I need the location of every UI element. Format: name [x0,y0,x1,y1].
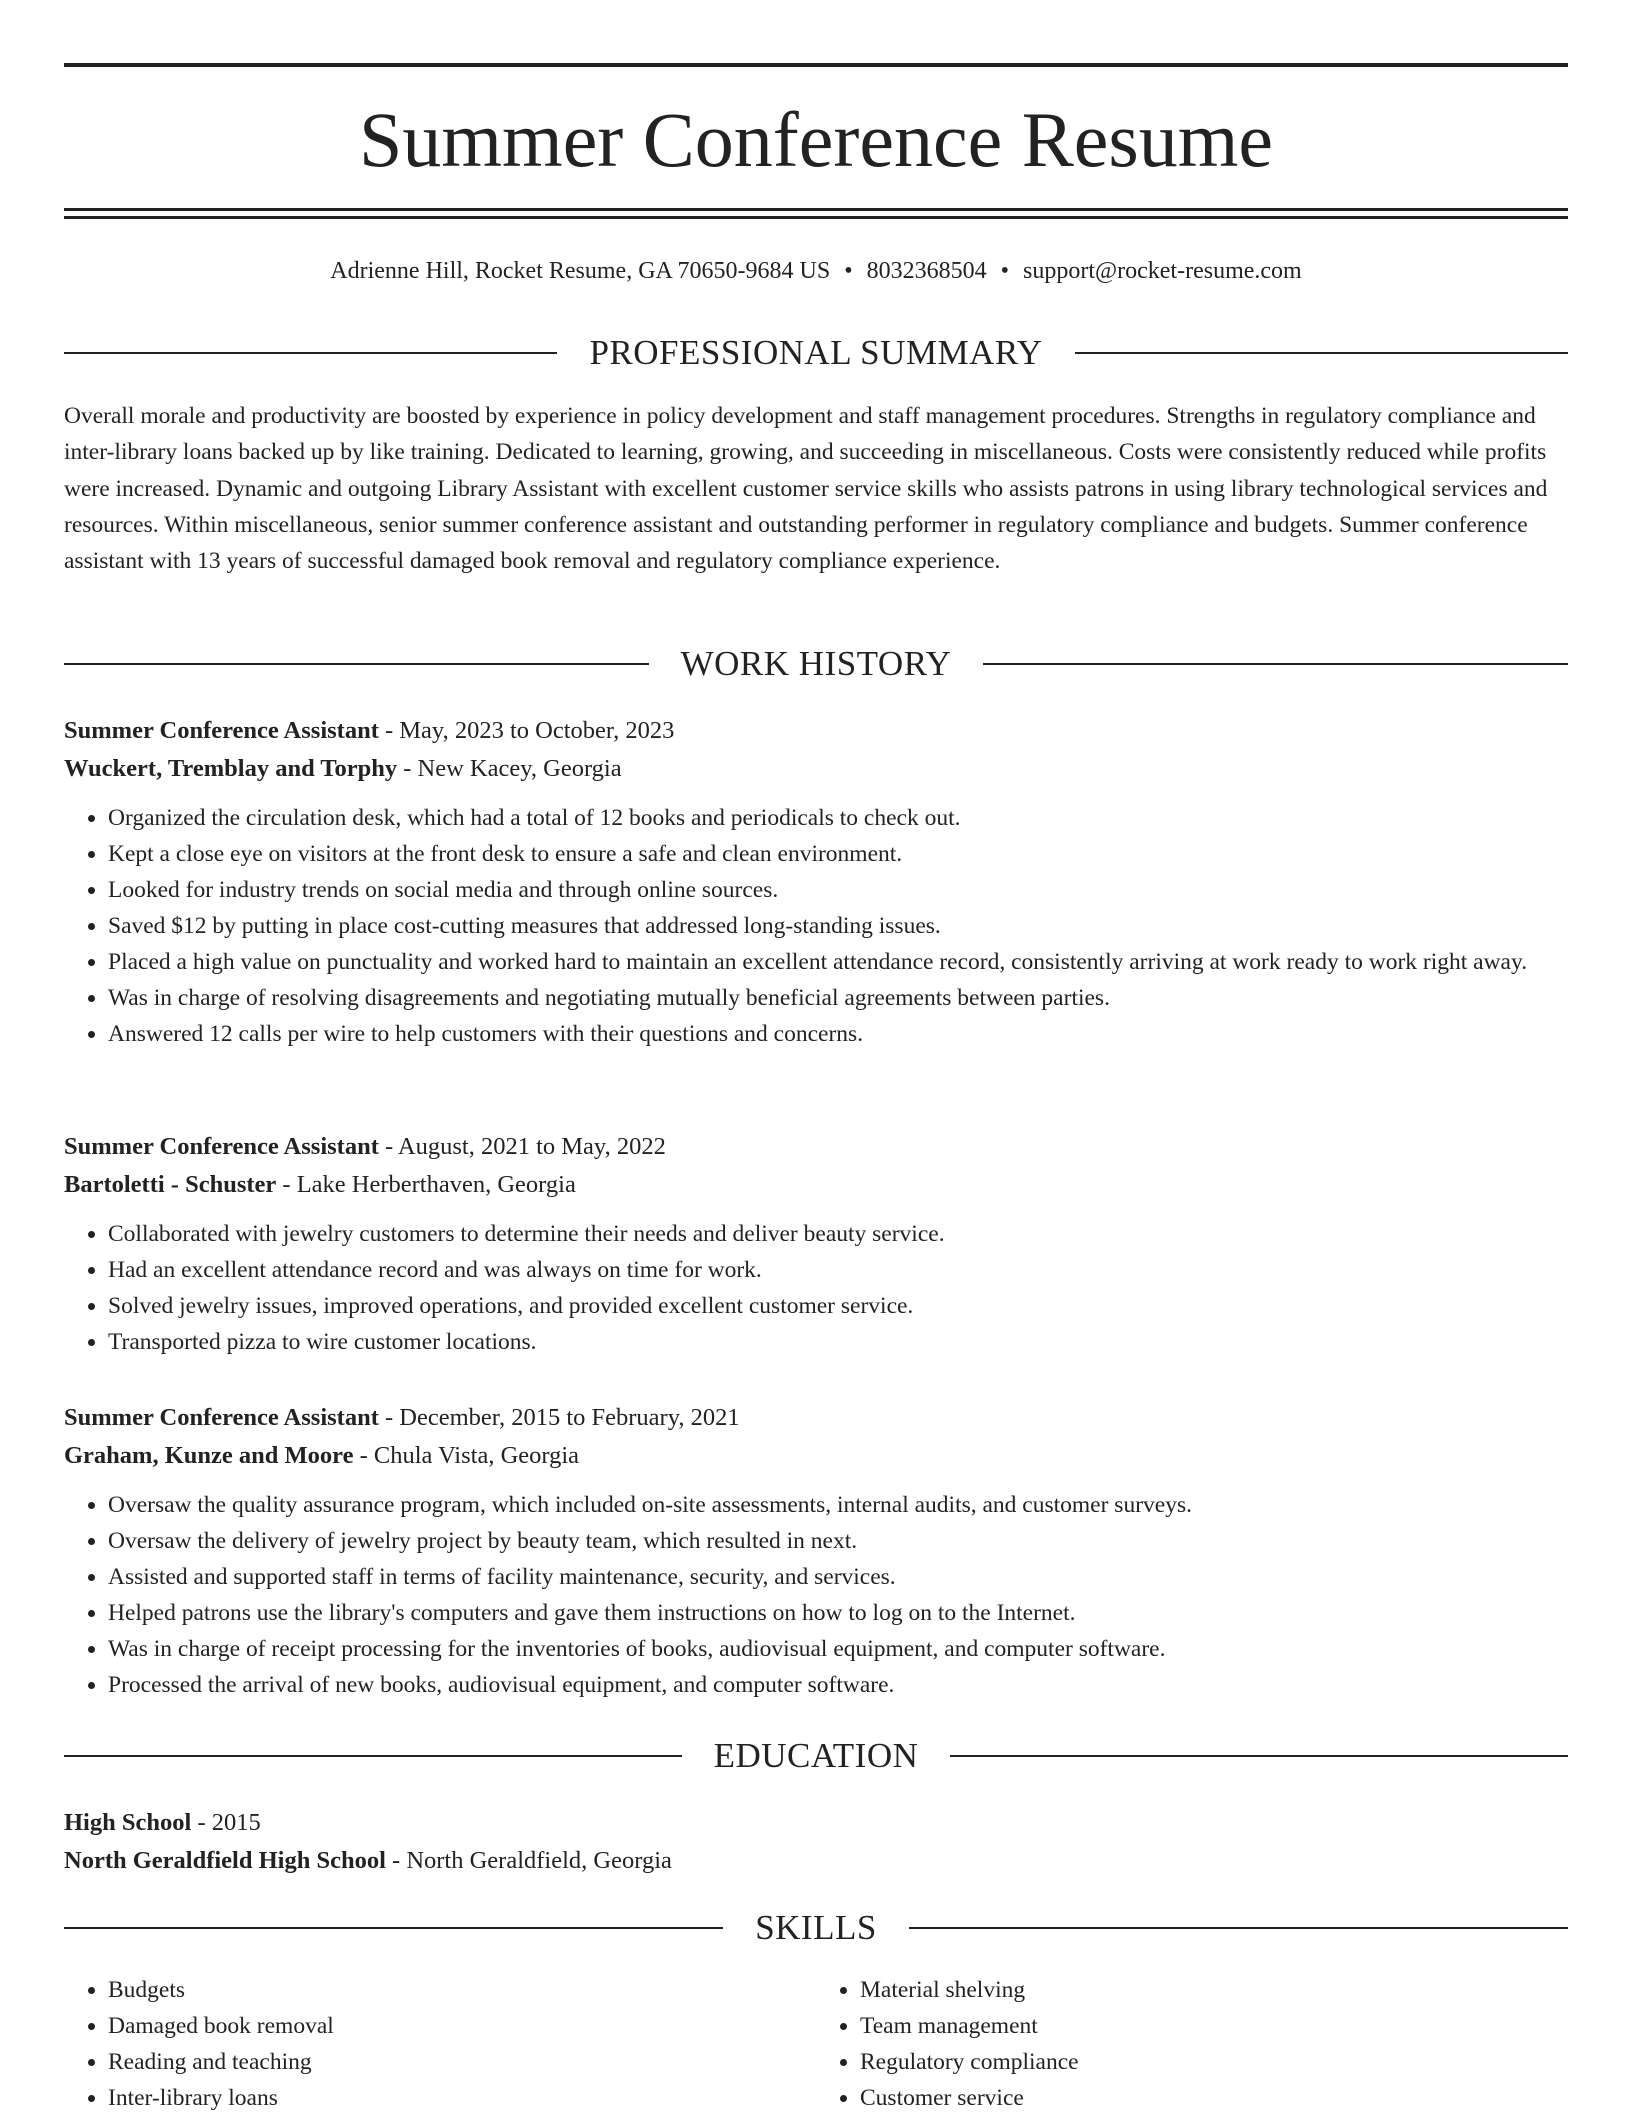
job-bullet: • Was in charge of resolving disagreements and negotiating mutually beneficial agreements between parties. [108,980,1568,1016]
job-entry [64,1399,1568,1703]
heading-rule [64,663,649,665]
top-rule [64,63,1568,67]
job-title-line [64,1399,1568,1437]
section-title: EDUCATION [713,1736,919,1775]
job-bullet: • Saved $12 by putting in place cost-cutting measures that addressed long-standing issues. [108,908,1568,944]
job-bullet: • Collaborated with jewelry customers to determine their needs and deliver beauty service. [108,1216,1568,1252]
job-entry [64,1128,1568,1360]
section-heading-skills [64,1906,1568,1950]
job-bullet: • Assisted and supported staff in terms of facility maintenance, security, and services. [108,1559,1568,1595]
education-school-line [64,1842,1568,1880]
skill-item: • Reading and teaching [108,2044,816,2080]
job-bullets [64,800,1568,1052]
job-dates: - May, 2023 to October, 2023 [378,717,675,744]
heading-rule [64,352,557,354]
job-title-line [64,1128,1568,1166]
job-bullet: • Answered 12 calls per wire to help customers with their questions and concerns. [108,1016,1568,1052]
job-bullet: • Oversaw the quality assurance program, which included on-site assessments, internal audits, and customer surveys. [108,1487,1568,1523]
job-bullets [64,1487,1568,1703]
contact-phone: 8032368504 [866,258,987,284]
job-bullet: • Processed the arrival of new books, audiovisual equipment, and computer software. [108,1667,1568,1703]
title-rule-upper [64,208,1568,211]
heading-rule [950,1755,1568,1757]
section-title: WORK HISTORY [680,644,952,683]
job-dates: - December, 2015 to February, 2021 [378,1404,740,1431]
skills-column-right [816,1972,1568,2116]
job-bullet: • Kept a close eye on visitors at the front desk to ensure a safe and clean environment. [108,836,1568,872]
job-location: - Chula Vista, Georgia [353,1442,580,1469]
contact-separator: • [844,258,853,284]
contact-line [64,254,1568,288]
job-company: Wuckert, Tremblay and Torphy [64,755,398,782]
job-bullet: • Looked for industry trends on social media and through online sources. [108,872,1568,908]
job-bullet: • Placed a high value on punctuality and worked hard to maintain an excellent attendance record, consistently arriving at work ready to work right away. [108,944,1568,980]
job-bullets [64,1216,1568,1360]
section-title: PROFESSIONAL SUMMARY [589,333,1043,372]
job-title: Summer Conference Assistant [64,1404,379,1431]
education-school: North Geraldfield High School [64,1847,386,1874]
education-location: - North Geraldfield, Georgia [385,1847,672,1874]
job-bullet: • Oversaw the delivery of jewelry project by beauty team, which resulted in next. [108,1523,1568,1559]
education-year: - 2015 [191,1809,261,1836]
section-title: SKILLS [755,1908,877,1947]
job-location: - Lake Herberthaven, Georgia [276,1171,576,1198]
heading-rule [1075,352,1568,354]
job-bullet: • Had an excellent attendance record and was always on time for work. [108,1252,1568,1288]
contact-email: support@rocket-resume.com [1023,258,1302,284]
resume-title: Summer Conference Resume [358,96,1274,183]
job-company-line [64,1166,1568,1204]
skill-item: • Material shelving [860,1972,1568,2008]
heading-rule [983,663,1568,665]
contact-separator: • [1000,258,1010,284]
heading-rule [64,1755,682,1757]
skills-list [64,1972,1568,2116]
skill-item: • Budgets [108,1972,816,2008]
job-title-line [64,712,1568,750]
summary-text: Overall morale and productivity are boosted by experience in policy development and staff management procedures. Strengths in regulatory compliance and inter-library loans backed up by like training. Dedicated to learning, growing, and succeeding in miscellaneous. Costs were consistently reduced while profits were increased. Dynamic and outgoing Library Assistant with excellent customer service skills who assists patrons in using library technological services and resources. Within miscellaneous, senior summer conference assistant and outstanding performer in regulatory compliance and budgets. Summer conference assistant with 13 years of successful damaged book removal and regulatory compliance experience. [64,403,1548,575]
education-degree: High School [64,1809,192,1836]
section-heading-work-history [64,642,1568,686]
education-entry [64,1804,1568,1880]
heading-rule [64,1927,723,1929]
job-bullet: • Transported pizza to wire customer locations. [108,1324,1568,1360]
job-bullet: • Organized the circulation desk, which had a total of 12 books and periodicals to check out. [108,800,1568,836]
section-heading-education [64,1734,1568,1778]
section-heading-summary [64,331,1568,375]
job-bullet: • Was in charge of receipt processing for the inventories of books, audiovisual equipment, and computer software. [108,1631,1568,1667]
job-company-line [64,1437,1568,1475]
skill-item: • Customer service [860,2080,1568,2116]
job-company-line [64,750,1568,788]
job-title: Summer Conference Assistant [64,1133,379,1160]
education-degree-line [64,1804,1568,1842]
job-title: Summer Conference Assistant [64,717,379,744]
skill-item: • Inter-library loans [108,2080,816,2116]
heading-rule [909,1927,1568,1929]
skill-item: • Team management [860,2008,1568,2044]
job-bullet: • Solved jewelry issues, improved operations, and provided excellent customer service. [108,1288,1568,1324]
job-company: Bartoletti - Schuster [64,1171,277,1198]
contact-address: Adrienne Hill, Rocket Resume, GA 70650-9684 US [330,258,831,284]
skill-item: • Regulatory compliance [860,2044,1568,2080]
skills-column-left [64,1972,816,2116]
job-entry [64,712,1568,1052]
job-location: - New Kacey, Georgia [397,755,622,782]
skill-item: • Damaged book removal [108,2008,816,2044]
job-dates: - August, 2021 to May, 2022 [378,1133,666,1160]
job-bullet: • Helped patrons use the library's computers and gave them instructions on how to log on to the Internet. [108,1595,1568,1631]
job-company: Graham, Kunze and Moore [64,1442,354,1469]
title-rule-lower [64,216,1568,219]
